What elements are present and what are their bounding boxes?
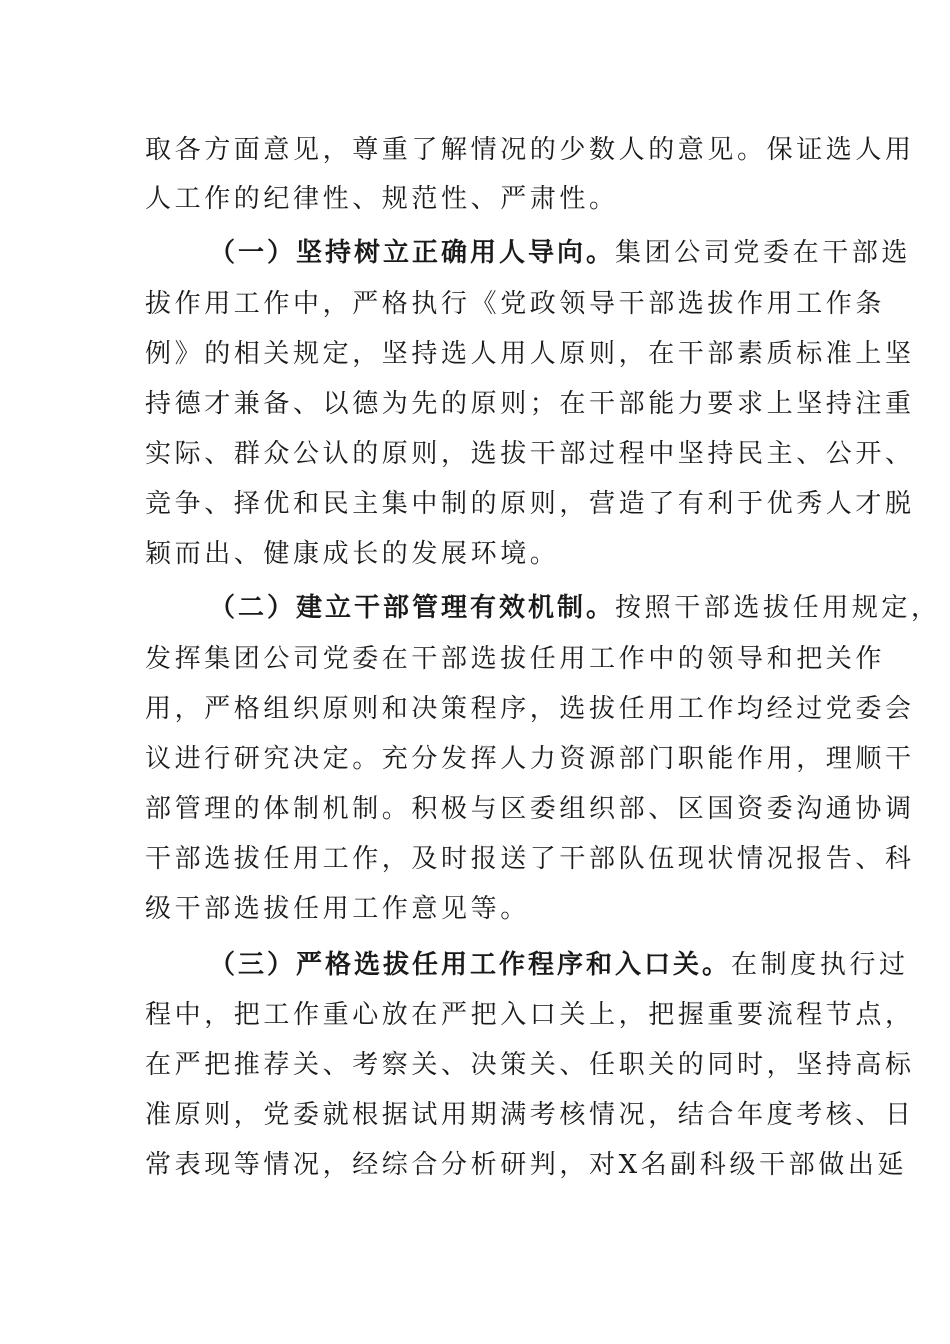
body-text-line: 干部选拔任用工作，及时报送了干部队伍现状情况报告、科 bbox=[145, 844, 915, 874]
body-text-line: 准原则，党委就根据试用期满考核情况，结合年度考核、日 bbox=[145, 1100, 915, 1130]
body-text-line: 程中，把工作重心放在严把入口关上，把握重要流程节点， bbox=[145, 1000, 915, 1030]
body-text-line: 级干部选拔任用工作意见等。 bbox=[145, 894, 530, 924]
body-text-line: 持德才兼备、以德为先的原则；在干部能力要求上坚持注重 bbox=[145, 389, 915, 419]
body-text-line: 颖而出、健康成长的发展环境。 bbox=[145, 539, 560, 569]
body-text-line: 常表现等情况，经综合分析研判，对X名副科级干部做出延 bbox=[145, 1150, 908, 1180]
body-text: 集团公司党委在干部选 bbox=[615, 238, 912, 268]
section-heading: （二）建立干部管理有效机制。 bbox=[209, 593, 616, 623]
body-text-line: 取各方面意见，尊重了解情况的少数人的意见。保证选人用 bbox=[145, 135, 915, 165]
section-3-first-line bbox=[209, 940, 909, 990]
body-text-line: 议进行研究决定。充分发挥人力资源部门职能作用，理顺干 bbox=[145, 744, 915, 774]
section-heading: （一）坚持树立正确用人导向。 bbox=[209, 238, 616, 268]
section-2-first-line bbox=[209, 583, 941, 633]
section-heading: （三）严格选拔任用工作程序和入口关。 bbox=[209, 950, 732, 980]
body-text: 在制度执行过 bbox=[731, 950, 909, 980]
body-text-line: 拔作用工作中，严格执行《党政领导干部选拔作用工作条 bbox=[145, 289, 886, 319]
body-text-line: 例》的相关规定，坚持选人用人原则，在干部素质标准上坚 bbox=[145, 339, 915, 369]
body-text-line: 部管理的体制机制。积极与区委组织部、区国资委沟通协调 bbox=[145, 794, 915, 824]
body-text-line: 实际、群众公认的原则，选拔干部过程中坚持民主、公开、 bbox=[145, 439, 915, 469]
body-text-line: 人工作的纪律性、规范性、严肃性。 bbox=[145, 184, 619, 214]
body-text-line: 竞争、择优和民主集中制的原则，营造了有利于优秀人才脱 bbox=[145, 489, 915, 519]
section-1-first-line bbox=[209, 228, 911, 278]
body-text-line: 在严把推荐关、考察关、决策关、任职关的同时，坚持高标 bbox=[145, 1050, 915, 1080]
body-text: 按照干部选拔任用规定， bbox=[615, 593, 941, 623]
body-text-line: 用，严格组织原则和决策程序，选拔任用工作均经过党委会 bbox=[145, 694, 915, 724]
body-text-line: 发挥集团公司党委在干部选拔任用工作中的领导和把关作 bbox=[145, 644, 886, 674]
